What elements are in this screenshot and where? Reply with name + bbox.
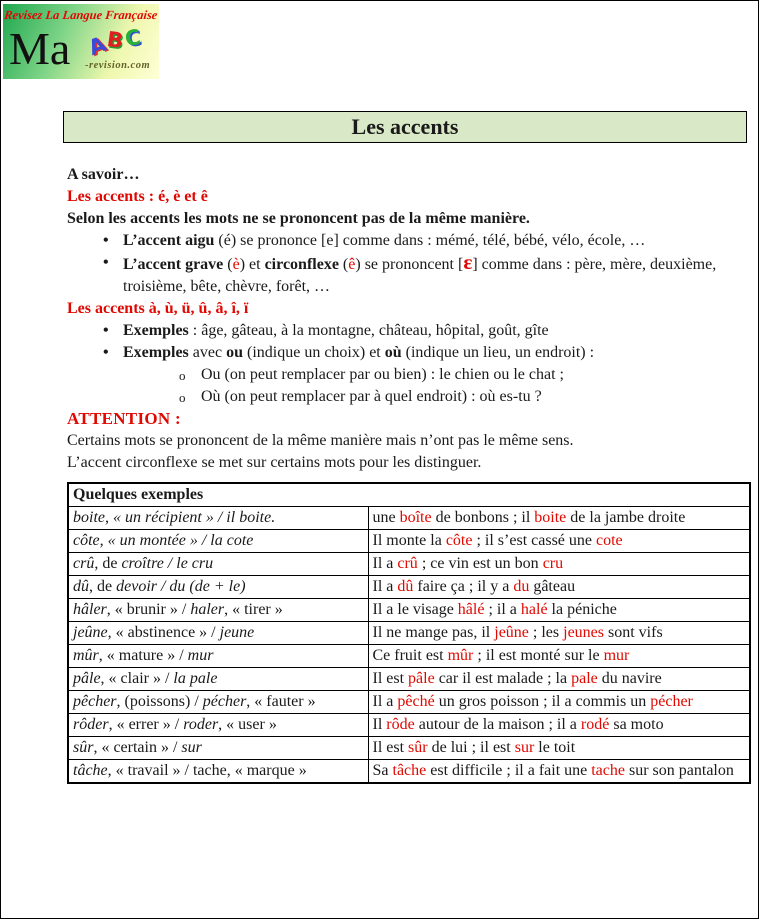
table-row — [68, 576, 750, 599]
logo-letter-a: A — [85, 31, 110, 61]
example-sentence-cell: Il est sûr de lui ; il est sur le toit — [368, 737, 750, 760]
example-word-cell: hâler, « brunir » / haler, « tirer » — [68, 599, 368, 622]
logo-letter-b: B — [105, 27, 125, 53]
table-row — [68, 599, 750, 622]
logo-ma-text: Ma — [9, 23, 71, 74]
logo-letter-c: C — [123, 24, 143, 52]
example-sentence-cell: une boîte de bonbons ; il boite de la jambe droite — [368, 507, 750, 530]
example-word-cell: pêcher, (poissons) / pécher, « fauter » — [68, 691, 368, 714]
example-sentence-cell: Il a pêché un gros poisson ; il a commis un pécher — [368, 691, 750, 714]
example-sentence-cell: Il rôde autour de la maison ; il a rodé sa moto — [368, 714, 750, 737]
ou-sublist — [67, 364, 748, 408]
example-sentence-cell: Sa tâche est difficile ; il a fait une tache sur son pantalon — [368, 760, 750, 784]
examples-table — [67, 482, 751, 784]
example-word-cell: dû, de devoir / du (de + le) — [68, 576, 368, 599]
attention-line-1: Certains mots se prononcent de la même manière mais n’ont pas le même sens. — [67, 432, 574, 449]
attention-heading: ATTENTION : — [67, 409, 181, 428]
example-sentence-cell: Ce fruit est mûr ; il est monté sur le mur — [368, 645, 750, 668]
example-word-cell: pâle, « clair » / la pale — [68, 668, 368, 691]
example-sentence-cell: Il monte la côte ; il s’est cassé une cote — [368, 530, 750, 553]
example-sentence-cell: Il est pâle car il est malade ; la pale du navire — [368, 668, 750, 691]
example-word-cell: boite, « un récipient » / il boite. — [68, 507, 368, 530]
table-row — [68, 645, 750, 668]
example-sentence-cell: Il a crû ; ce vin est un bon cru — [368, 553, 750, 576]
sublist-item-ou-accent: o Où (on peut remplacer par à quel endroit) : où es-tu ? — [67, 386, 748, 408]
sublist-item-ou: o Ou (on peut remplacer par ou bien) : le chien ou le chat ; — [67, 364, 748, 386]
list-item-exemples-ou-ou: • Exemples avec ou (indique un choix) et où (indique un lieu, un endroit) : — [67, 342, 748, 364]
document-body — [67, 164, 748, 784]
a-savoir-heading: A savoir… — [67, 166, 140, 183]
example-word-cell: rôder, « errer » / roder, « user » — [68, 714, 368, 737]
table-row — [68, 668, 750, 691]
example-sentence-cell: Il a le visage hâlé ; il a halé la péniche — [368, 599, 750, 622]
table-row — [68, 714, 750, 737]
intro-line: Selon les accents les mots ne se prononcent pas de la même manière. — [67, 210, 530, 227]
example-word-cell: jeûne, « abstinence » / jeune — [68, 622, 368, 645]
table-row — [68, 507, 750, 530]
table-row — [68, 622, 750, 645]
attention-line-2: L’accent circonflexe se met sur certains mots pour les distinguer. — [67, 454, 482, 471]
table-row — [68, 760, 750, 784]
example-word-cell: tâche, « travail » / tache, « marque » — [68, 760, 368, 784]
example-sentence-cell: Il ne mange pas, il jeûne ; les jeunes sont vifs — [368, 622, 750, 645]
example-word-cell: sûr, « certain » / sur — [68, 737, 368, 760]
table-row — [68, 737, 750, 760]
table-row — [68, 553, 750, 576]
table-row — [68, 691, 750, 714]
accents-eee-heading: Les accents : é, è et ê — [67, 188, 208, 205]
site-logo — [3, 4, 159, 79]
table-row — [68, 530, 750, 553]
list-item-accent-grave-circonflexe: • L’accent grave (è) et circonflexe (ê) se prononcent [ɛ] comme dans : père, mère, deuxième, troisième, bête, chèvre, forêt, … — [67, 252, 748, 298]
logo-domain-text: -revision.com — [85, 60, 151, 71]
table-header: Quelques exemples — [68, 483, 750, 507]
table-header-row — [68, 483, 750, 507]
example-word-cell: mûr, « mature » / mur — [68, 645, 368, 668]
logo-abc-icon — [87, 26, 157, 60]
accents-divers-heading: Les accents à, ù, ü, û, â, î, ï — [67, 300, 249, 317]
example-word-cell: crû, de croître / le cru — [68, 553, 368, 576]
list-item-accent-aigu: • L’accent aigu (é) se prononce [e] comme dans : mémé, télé, bébé, vélo, école, … — [67, 230, 748, 252]
list-item-exemples: • Exemples : âge, gâteau, à la montagne, château, hôpital, goût, gîte — [67, 320, 748, 342]
accent-rules-list — [67, 230, 748, 298]
example-word-cell: côte, « un montée » / la cote — [68, 530, 368, 553]
example-sentence-cell: Il a dû faire ça ; il y a du gâteau — [368, 576, 750, 599]
page-title: Les accents — [63, 111, 747, 143]
examples-list — [67, 320, 748, 364]
logo-tagline: Revisez La Langue Française — [3, 8, 159, 22]
